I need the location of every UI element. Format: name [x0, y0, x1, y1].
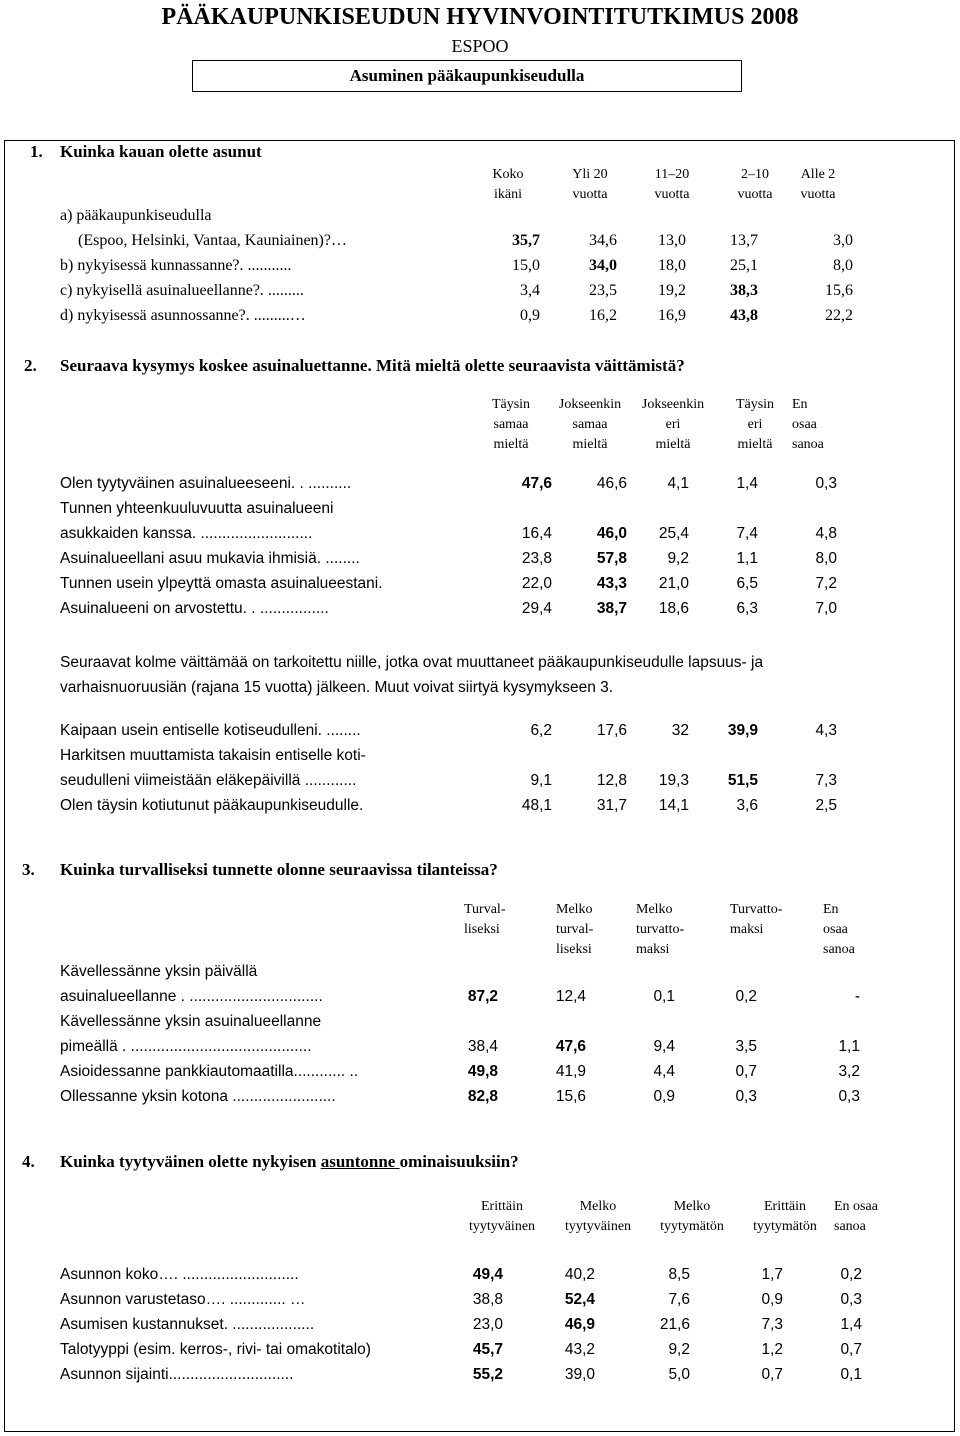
q2-row-2-value-4: 7,4 [736, 525, 758, 542]
q4-row-2-value-2: 52,4 [564, 1291, 595, 1308]
q4-row-5-value-4: 0,7 [761, 1366, 783, 1383]
question-1-text: Kuinka kauan olette asunut [60, 142, 262, 161]
q2b-row-3-value-4: 3,6 [736, 797, 758, 814]
q2-row-5-value-1: 29,4 [521, 600, 552, 617]
q2-row-1-value-3: 4,1 [667, 475, 689, 492]
q4-row-3-value-4: 7,3 [761, 1316, 783, 1333]
q4-row-5-value-3: 5,0 [668, 1366, 690, 1383]
q1-row-1-value-4: 13,7 [730, 232, 758, 249]
q4-row-3-value-5: 1,4 [840, 1316, 862, 1333]
q1-header-col-4: 2–10 vuotta [737, 167, 773, 202]
q3-header-col-1: Turval- liseksi [464, 902, 506, 937]
q4-row-2-value-4: 0,9 [761, 1291, 783, 1308]
q1-row-4-value-1: 0,9 [520, 307, 540, 324]
question-3-text: Kuinka turvalliseksi tunnette olonne seuraavissa tilanteissa? [60, 860, 498, 879]
q2b-row-label: Kaipaan usein entiselle kotiseudulleni. ........ [60, 722, 361, 739]
q2b-row-3-value-2: 31,7 [596, 797, 627, 814]
q4-header-col-1: Erittäin tyytyväinen [468, 1199, 536, 1234]
q2b-row-1-value-1: 6,2 [530, 722, 552, 739]
q3-row-3-value-4: 0,7 [735, 1063, 757, 1080]
q3-row-1-value-3: 0,1 [653, 988, 675, 1005]
q4-row-3-value-1: 23,0 [472, 1316, 503, 1333]
q4-row-1-value-3: 8,5 [668, 1266, 690, 1283]
q3-row-label: pimeällä . .......................................... [60, 1038, 312, 1055]
q1-row-4-value-5: 22,2 [825, 307, 853, 324]
q4-row-4-value-5: 0,7 [840, 1341, 862, 1358]
question-4-number: 4. [22, 1152, 35, 1171]
q4-row-1-value-5: 0,2 [840, 1266, 862, 1283]
q2-row-1-value-1: 47,6 [521, 475, 552, 492]
q3-row-label: asuinalueellanne . ............................... [60, 988, 323, 1005]
q4-row-3-value-3: 21,6 [659, 1316, 690, 1333]
q3-row-4-value-1: 82,8 [467, 1088, 498, 1105]
q2-row-3-value-5: 8,0 [815, 550, 837, 567]
q3-row-label: Ollessanne yksin kotona ........................ [60, 1088, 336, 1105]
q2b-row-3-value-5: 2,5 [815, 797, 837, 814]
question-3-number: 3. [22, 860, 35, 879]
q3-row-3-value-3: 4,4 [653, 1063, 675, 1080]
q3-row-3-value-2: 41,9 [555, 1063, 586, 1080]
q2-row-label-line1: Tunnen yhteenkuuluvuutta asuinalueeni [60, 500, 334, 517]
q4-header-col-2: Melko tyytyväinen [564, 1199, 632, 1234]
city-name: ESPOO [451, 36, 509, 56]
q3-row-2-value-2: 47,6 [555, 1038, 586, 1055]
q1-row-4-value-3: 16,9 [658, 307, 686, 324]
q3-row-4-value-4: 0,3 [735, 1088, 757, 1105]
q2-header-col-5: En osaa sanoa [792, 397, 824, 452]
q2-row-3-value-2: 57,8 [596, 550, 627, 567]
q4-row-2-value-5: 0,3 [840, 1291, 862, 1308]
q2-row-5-value-5: 7,0 [815, 600, 837, 617]
report-title: PÄÄKAUPUNKISEUDUN HYVINVOINTITUTKIMUS 2008 [161, 4, 799, 30]
question-2-text: Seuraava kysymys koskee asuinaluettanne. Mitä mieltä olette seuraavista väittämistä? [60, 356, 685, 375]
q2-row-2-value-2: 46,0 [596, 525, 627, 542]
q1-row-label: (Espoo, Helsinki, Vantaa, Kauniainen)?… [78, 232, 347, 249]
question-4-underlined: asuntonne [320, 1152, 400, 1171]
q2-row-1-value-2: 46,6 [596, 475, 627, 492]
q4-row-label: Asunnon varustetaso…. ............. … [60, 1291, 306, 1308]
q3-row-3-value-1: 49,8 [467, 1063, 498, 1080]
q3-header-col-3: Melko turvatto- maksi [636, 902, 685, 957]
q2-header-col-1: Täysin samaa mieltä [491, 397, 531, 452]
q1-row-1-value-2: 34,6 [589, 232, 617, 249]
q1-row-3-value-4: 38,3 [730, 282, 758, 299]
q1-row-3-value-1: 3,4 [520, 282, 540, 299]
q2-row-3-value-4: 1,1 [736, 550, 758, 567]
q2-row-1-value-5: 0,3 [815, 475, 837, 492]
q3-row-label-line1: Kävellessänne yksin asuinalueellanne [60, 1013, 322, 1030]
q4-row-label: Asunnon sijainti............................. [60, 1366, 294, 1383]
q3-row-1-value-2: 12,4 [555, 988, 586, 1005]
q4-row-4-value-4: 1,2 [761, 1341, 783, 1358]
q2-row-5-value-2: 38,7 [596, 600, 627, 617]
q1-row-2-value-3: 18,0 [658, 257, 686, 274]
question-1-number: 1. [30, 142, 43, 161]
question-2-number: 2. [24, 356, 37, 375]
q1-header-col-2: Yli 20 vuotta [572, 167, 608, 202]
q2-header-col-3: Jokseenkin eri mieltä [641, 397, 705, 452]
q4-row-4-value-1: 45,7 [472, 1341, 503, 1358]
q3-row-1-value-4: 0,2 [735, 988, 757, 1005]
q4-row-2-value-1: 38,8 [472, 1291, 503, 1308]
q3-row-2-value-3: 9,4 [653, 1038, 675, 1055]
q1-row-label: c) nykyisellä asuinalueellanne?. ......... [60, 282, 304, 299]
q2b-row-1-value-3: 32 [671, 722, 689, 739]
q4-row-4-value-2: 43,2 [564, 1341, 595, 1358]
q2b-row-3-value-1: 48,1 [521, 797, 552, 814]
q3-row-label-line1: Kävellessänne yksin päivällä [60, 963, 258, 980]
q2-header-col-2: Jokseenkin samaa mieltä [558, 397, 622, 452]
q3-row-2-value-5: 1,1 [838, 1038, 860, 1055]
q2-row-label: Tunnen usein ylpeyttä omasta asuinalueestani. [60, 575, 383, 592]
q2-row-3-value-1: 23,8 [521, 550, 552, 567]
q4-row-1-value-1: 49,4 [472, 1266, 503, 1283]
q4-row-label: Talotyyppi (esim. kerros-, rivi- tai omakotitalo) [60, 1341, 371, 1358]
q3-header-col-2: Melko turval- liseksi [556, 902, 594, 957]
section-title: Asuminen pääkaupunkiseudulla [192, 60, 742, 92]
q2-row-4-value-2: 43,3 [596, 575, 627, 592]
q1-row-4-value-2: 16,2 [589, 307, 617, 324]
q1-header-col-1: Koko ikäni [492, 167, 524, 202]
q2-row-label: Asuinalueellani asuu mukavia ihmisiä. ........ [60, 550, 360, 567]
q2-row-label: Asuinalueeni on arvostettu. . ................ [60, 600, 329, 617]
q4-row-5-value-5: 0,1 [840, 1366, 862, 1383]
q4-header-col-5: En osaa sanoa [834, 1199, 878, 1234]
q2b-row-2-value-2: 12,8 [596, 772, 627, 789]
q1-row-2-value-5: 8,0 [833, 257, 853, 274]
q3-header-col-4: Turvatto- maksi [730, 902, 783, 937]
q2-row-5-value-4: 6,3 [736, 600, 758, 617]
q1-row-1-value-1: 35,7 [512, 232, 540, 249]
q1-row-1-value-5: 3,0 [833, 232, 853, 249]
q4-row-1-value-4: 1,7 [761, 1266, 783, 1283]
q4-row-label: Asunnon koko…. ........................... [60, 1266, 299, 1283]
q2b-row-2-value-3: 19,3 [658, 772, 689, 789]
q2b-row-label-line1: Harkitsen muuttamista takaisin entiselle koti- [60, 747, 366, 764]
q3-row-4-value-5: 0,3 [838, 1088, 860, 1105]
q2-row-5-value-3: 18,6 [658, 600, 689, 617]
q4-row-1-value-2: 40,2 [564, 1266, 595, 1283]
q2-row-4-value-3: 21,0 [658, 575, 689, 592]
q3-row-2-value-4: 3,5 [735, 1038, 757, 1055]
q3-row-4-value-3: 0,9 [653, 1088, 675, 1105]
q1-row-a-line1: a) pääkaupunkiseudulla [60, 207, 212, 224]
q4-row-3-value-2: 46,9 [564, 1316, 595, 1333]
q3-row-3-value-5: 3,2 [838, 1063, 860, 1080]
q2b-row-3-value-3: 14,1 [658, 797, 689, 814]
q2-row-2-value-5: 4,8 [815, 525, 837, 542]
q1-row-2-value-4: 25,1 [730, 257, 758, 274]
q2-row-1-value-4: 1,4 [736, 475, 758, 492]
q3-header-col-5: En osaa sanoa [823, 902, 855, 957]
q3-row-1-value-5: - [854, 988, 860, 1005]
q2-row-3-value-3: 9,2 [667, 550, 689, 567]
q2-row-4-value-1: 22,0 [521, 575, 552, 592]
q4-header-col-3: Melko tyytymätön [660, 1199, 724, 1234]
q2-row-2-value-3: 25,4 [658, 525, 689, 542]
q3-row-2-value-1: 38,4 [467, 1038, 498, 1055]
q1-header-col-3: 11–20 vuotta [654, 167, 690, 202]
q2-header-col-4: Täysin eri mieltä [735, 397, 775, 452]
q1-row-2-value-1: 15,0 [512, 257, 540, 274]
q2b-row-label: seudulleni viimeistään eläkepäivillä ............ [60, 772, 357, 789]
q1-row-label: d) nykyisessä asunnossanne?. .........… [60, 307, 306, 324]
q2b-row-1-value-2: 17,6 [596, 722, 627, 739]
q4-row-5-value-1: 55,2 [472, 1366, 503, 1383]
q2b-row-1-value-5: 4,3 [815, 722, 837, 739]
q2-row-2-value-1: 16,4 [521, 525, 552, 542]
q2-note: Seuraavat kolme väittämää on tarkoitettu niille, jotka ovat muuttaneet pääkaupunkiseudulle lapsuus- ja varhaisnuoruusiän (rajana 15 vuotta) jälkeen. Muut voivat siirtyä kysymykseen 3. [60, 654, 764, 696]
q1-row-1-value-3: 13,0 [658, 232, 686, 249]
q2b-row-2-value-5: 7,3 [815, 772, 837, 789]
q1-header-col-5: Alle 2 vuotta [800, 167, 836, 202]
q4-row-2-value-3: 7,6 [668, 1291, 690, 1308]
q1-row-3-value-3: 19,2 [658, 282, 686, 299]
q1-row-3-value-2: 23,5 [589, 282, 617, 299]
q2-row-label: asukkaiden kanssa. .......................... [60, 525, 313, 542]
q2b-row-2-value-1: 9,1 [530, 772, 552, 789]
q2-row-4-value-4: 6,5 [736, 575, 758, 592]
q2-row-4-value-5: 7,2 [815, 575, 837, 592]
question-4-text: Kuinka tyytyväinen olette nykyisen asuntonne ominaisuuksiin? [60, 1152, 519, 1171]
q4-row-label: Asumisen kustannukset. ................... [60, 1316, 315, 1333]
q3-row-1-value-1: 87,2 [467, 988, 498, 1005]
q2-row-label: Olen tyytyväinen asuinalueeseeni. . .......... [60, 475, 352, 492]
q4-header-col-4: Erittäin tyytymätön [753, 1199, 817, 1234]
q1-row-2-value-2: 34,0 [589, 257, 617, 274]
q4-row-5-value-2: 39,0 [564, 1366, 595, 1383]
q2b-row-1-value-4: 39,9 [727, 722, 758, 739]
q1-row-label: b) nykyisessä kunnassanne?. ........... [60, 257, 292, 274]
q4-row-4-value-3: 9,2 [668, 1341, 690, 1358]
q2b-row-label: Olen täysin kotiutunut pääkaupunkiseudulle. [60, 797, 364, 814]
q1-row-3-value-5: 15,6 [825, 282, 853, 299]
q3-row-label: Asioidessanne pankkiautomaatilla............ .. [60, 1063, 359, 1080]
q1-row-4-value-4: 43,8 [730, 307, 758, 324]
q3-row-4-value-2: 15,6 [555, 1088, 586, 1105]
q2b-row-2-value-4: 51,5 [727, 772, 758, 789]
